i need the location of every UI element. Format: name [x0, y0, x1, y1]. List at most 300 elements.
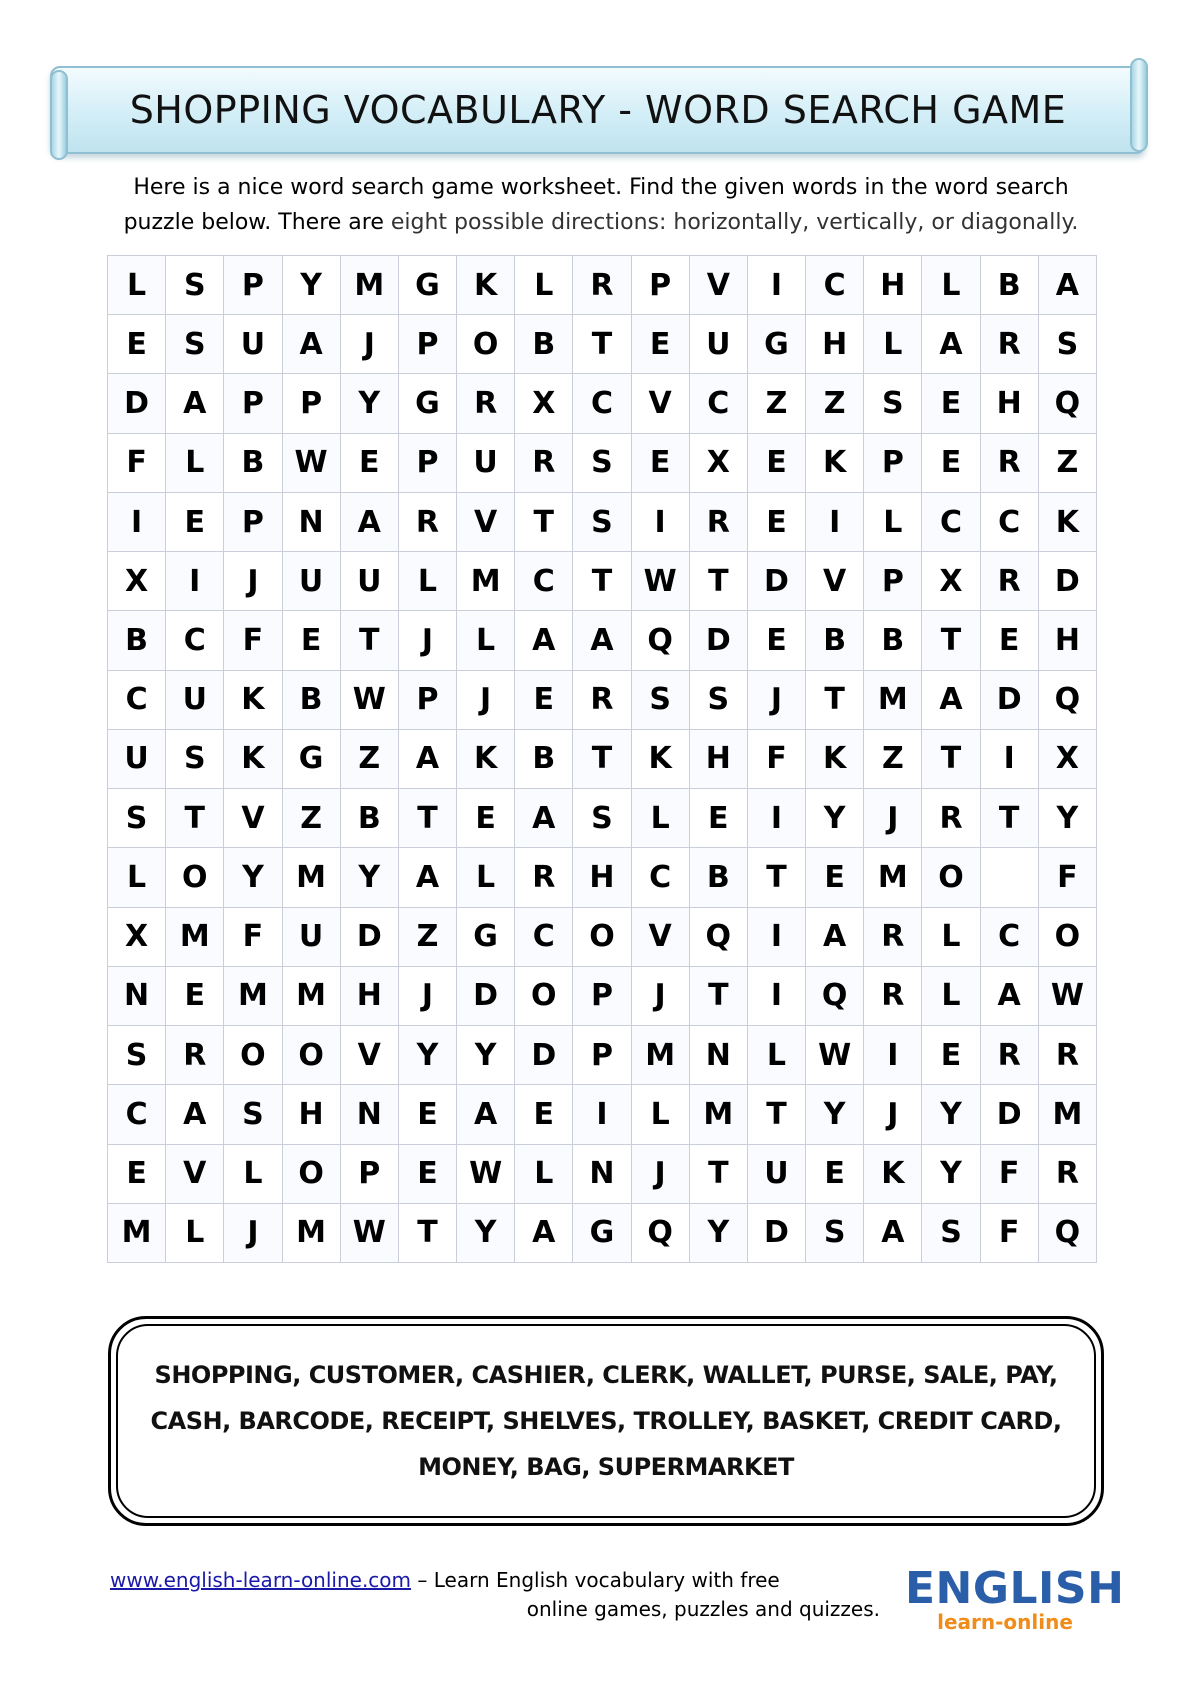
grid-cell[interactable]: S — [806, 1203, 864, 1262]
grid-cell[interactable]: E — [457, 789, 515, 848]
grid-cell[interactable]: Y — [922, 1085, 980, 1144]
grid-cell[interactable]: D — [980, 1085, 1038, 1144]
grid-cell[interactable]: E — [747, 611, 805, 670]
grid-cell[interactable]: S — [922, 1203, 980, 1262]
grid-cell[interactable]: P — [573, 966, 631, 1025]
grid-cell[interactable]: E — [689, 789, 747, 848]
grid-cell[interactable]: P — [864, 433, 922, 492]
grid-cell[interactable]: S — [108, 1026, 166, 1085]
grid-cell[interactable]: T — [806, 670, 864, 729]
grid-cell[interactable]: R — [689, 492, 747, 551]
grid-cell[interactable]: L — [166, 433, 224, 492]
grid-cell[interactable]: L — [747, 1026, 805, 1085]
grid-cell[interactable]: J — [457, 670, 515, 729]
grid-cell[interactable]: K — [1038, 492, 1096, 551]
grid-row — [108, 1085, 1097, 1144]
grid-cell[interactable]: K — [457, 729, 515, 788]
grid-cell[interactable]: A — [340, 492, 398, 551]
grid-cell[interactable]: I — [573, 1085, 631, 1144]
grid-cell[interactable]: N — [689, 1026, 747, 1085]
grid-cell[interactable]: G — [457, 907, 515, 966]
grid-row — [108, 315, 1097, 374]
grid-cell[interactable]: Z — [282, 789, 340, 848]
grid-cell[interactable]: R — [922, 789, 980, 848]
grid-cell[interactable]: M — [282, 848, 340, 907]
grid-cell[interactable]: S — [573, 433, 631, 492]
grid-cell[interactable]: S — [1038, 315, 1096, 374]
grid-cell[interactable]: F — [747, 729, 805, 788]
grid-cell[interactable]: R — [398, 492, 456, 551]
grid-cell[interactable]: K — [224, 729, 282, 788]
grid-cell[interactable]: P — [224, 492, 282, 551]
grid-cell[interactable]: C — [573, 374, 631, 433]
grid-cell[interactable]: R — [980, 552, 1038, 611]
grid-cell[interactable]: Q — [631, 1203, 689, 1262]
grid-cell[interactable]: O — [922, 848, 980, 907]
grid-cell[interactable]: U — [689, 315, 747, 374]
grid-cell[interactable]: L — [515, 256, 573, 315]
grid-cell[interactable]: M — [340, 256, 398, 315]
grid-cell[interactable]: B — [282, 670, 340, 729]
grid-cell[interactable]: H — [980, 374, 1038, 433]
grid-cell[interactable]: R — [573, 670, 631, 729]
grid-cell[interactable]: G — [398, 374, 456, 433]
grid-cell[interactable]: K — [224, 670, 282, 729]
grid-cell[interactable]: L — [864, 492, 922, 551]
grid-cell[interactable]: M — [1038, 1085, 1096, 1144]
grid-cell[interactable]: D — [689, 611, 747, 670]
grid-cell[interactable]: I — [631, 492, 689, 551]
grid-cell[interactable]: I — [108, 492, 166, 551]
grid-cell[interactable]: A — [922, 670, 980, 729]
grid-cell[interactable]: A — [398, 729, 456, 788]
grid-cell[interactable]: Y — [1038, 789, 1096, 848]
grid-cell[interactable]: A — [515, 611, 573, 670]
grid-cell[interactable]: J — [747, 670, 805, 729]
grid-cell[interactable]: M — [689, 1085, 747, 1144]
grid-cell[interactable]: V — [631, 907, 689, 966]
grid-cell[interactable]: E — [340, 433, 398, 492]
grid-cell[interactable]: G — [282, 729, 340, 788]
grid-cell[interactable]: Q — [1038, 374, 1096, 433]
grid-cell[interactable]: J — [398, 966, 456, 1025]
grid-cell[interactable]: T — [922, 729, 980, 788]
grid-cell[interactable]: T — [515, 492, 573, 551]
grid-cell[interactable]: R — [515, 848, 573, 907]
grid-cell[interactable]: P — [573, 1026, 631, 1085]
grid-cell[interactable]: D — [747, 552, 805, 611]
grid-cell[interactable]: B — [108, 611, 166, 670]
grid-cell[interactable]: Y — [922, 1144, 980, 1203]
grid-cell[interactable]: D — [457, 966, 515, 1025]
grid-cell[interactable]: T — [747, 1085, 805, 1144]
grid-cell[interactable]: Y — [340, 374, 398, 433]
grid-cell[interactable]: U — [282, 907, 340, 966]
grid-cell[interactable]: E — [515, 1085, 573, 1144]
grid-cell[interactable]: L — [108, 256, 166, 315]
grid-cell[interactable]: C — [806, 256, 864, 315]
grid-cell[interactable]: E — [282, 611, 340, 670]
grid-cell[interactable]: U — [282, 552, 340, 611]
grid-cell[interactable]: M — [224, 966, 282, 1025]
grid-cell[interactable]: L — [631, 1085, 689, 1144]
grid-cell[interactable]: X — [515, 374, 573, 433]
grid-cell[interactable]: B — [980, 256, 1038, 315]
grid-cell[interactable]: M — [108, 1203, 166, 1262]
grid-cell[interactable]: V — [631, 374, 689, 433]
grid-cell[interactable]: X — [689, 433, 747, 492]
grid-cell[interactable]: R — [1038, 1026, 1096, 1085]
grid-cell[interactable]: Y — [806, 789, 864, 848]
grid-cell[interactable]: L — [457, 611, 515, 670]
grid-cell[interactable]: D — [340, 907, 398, 966]
grid-cell[interactable]: C — [166, 611, 224, 670]
grid-cell[interactable]: P — [224, 256, 282, 315]
grid-cell[interactable]: A — [806, 907, 864, 966]
grid-cell[interactable]: P — [398, 315, 456, 374]
grid-cell[interactable]: Z — [398, 907, 456, 966]
grid-cell[interactable]: J — [224, 1203, 282, 1262]
grid-cell[interactable]: F — [224, 611, 282, 670]
grid-row — [108, 1026, 1097, 1085]
grid-cell[interactable]: K — [457, 256, 515, 315]
grid-cell[interactable]: W — [340, 1203, 398, 1262]
grid-cell[interactable]: Y — [806, 1085, 864, 1144]
grid-cell[interactable]: I — [806, 492, 864, 551]
grid-cell[interactable]: A — [457, 1085, 515, 1144]
grid-cell[interactable]: A — [864, 1203, 922, 1262]
grid-cell[interactable]: Q — [689, 907, 747, 966]
grid-cell[interactable]: P — [864, 552, 922, 611]
grid-cell[interactable]: Y — [457, 1203, 515, 1262]
grid-cell[interactable]: L — [922, 256, 980, 315]
grid-cell[interactable]: R — [1038, 1144, 1096, 1203]
grid-cell[interactable]: I — [864, 1026, 922, 1085]
grid-cell[interactable]: I — [166, 552, 224, 611]
grid-cell[interactable]: D — [1038, 552, 1096, 611]
grid-cell[interactable]: E — [108, 1144, 166, 1203]
grid-cell[interactable]: W — [631, 552, 689, 611]
grid-cell[interactable]: I — [980, 729, 1038, 788]
grid-cell[interactable]: H — [340, 966, 398, 1025]
grid-cell[interactable]: T — [922, 611, 980, 670]
grid-cell[interactable]: T — [573, 552, 631, 611]
grid-cell[interactable]: W — [1038, 966, 1096, 1025]
grid-cell[interactable]: O — [166, 848, 224, 907]
grid-cell[interactable]: E — [747, 433, 805, 492]
grid-cell[interactable]: J — [864, 1085, 922, 1144]
grid-cell[interactable]: E — [980, 611, 1038, 670]
grid-cell[interactable]: S — [108, 789, 166, 848]
grid-cell[interactable]: M — [166, 907, 224, 966]
grid-cell[interactable]: Q — [806, 966, 864, 1025]
grid-cell[interactable]: L — [457, 848, 515, 907]
grid-cell[interactable]: H — [689, 729, 747, 788]
grid-cell[interactable]: O — [282, 1144, 340, 1203]
grid-cell[interactable]: G — [573, 1203, 631, 1262]
grid-cell[interactable]: N — [340, 1085, 398, 1144]
grid-cell[interactable]: T — [573, 729, 631, 788]
grid-cell[interactable]: T — [166, 789, 224, 848]
grid-cell[interactable]: E — [806, 848, 864, 907]
grid-cell[interactable]: N — [573, 1144, 631, 1203]
grid-cell[interactable]: H — [864, 256, 922, 315]
grid-cell[interactable]: T — [398, 1203, 456, 1262]
grid-cell[interactable]: A — [922, 315, 980, 374]
grid-cell[interactable]: R — [166, 1026, 224, 1085]
grid-cell[interactable]: A — [573, 611, 631, 670]
grid-cell[interactable]: T — [689, 552, 747, 611]
grid-cell[interactable]: R — [515, 433, 573, 492]
grid-cell[interactable]: H — [282, 1085, 340, 1144]
grid-cell[interactable]: A — [398, 848, 456, 907]
grid-cell[interactable]: P — [340, 1144, 398, 1203]
grid-cell[interactable]: A — [980, 966, 1038, 1025]
grid-cell[interactable]: Y — [340, 848, 398, 907]
grid-cell[interactable]: O — [573, 907, 631, 966]
grid-cell[interactable]: Y — [282, 256, 340, 315]
grid-cell[interactable]: W — [282, 433, 340, 492]
grid-cell[interactable]: M — [864, 848, 922, 907]
grid-cell[interactable]: Q — [1038, 670, 1096, 729]
grid-cell[interactable]: J — [398, 611, 456, 670]
grid-cell[interactable]: C — [108, 1085, 166, 1144]
grid-cell[interactable]: S — [224, 1085, 282, 1144]
grid-cell[interactable]: S — [864, 374, 922, 433]
grid-cell[interactable]: W — [457, 1144, 515, 1203]
grid-cell[interactable]: I — [747, 789, 805, 848]
grid-cell[interactable]: P — [631, 256, 689, 315]
grid-cell[interactable]: K — [806, 433, 864, 492]
instructions-line-2-start: puzzle below. There are — [123, 210, 391, 235]
grid-cell[interactable]: M — [457, 552, 515, 611]
grid-row — [108, 729, 1097, 788]
grid-cell[interactable]: O — [457, 315, 515, 374]
website-link[interactable]: www.english-learn-online.com — [110, 1568, 412, 1592]
grid-cell[interactable]: M — [631, 1026, 689, 1085]
grid-cell[interactable]: R — [980, 315, 1038, 374]
grid-cell[interactable]: V — [806, 552, 864, 611]
grid-cell[interactable]: E — [922, 1026, 980, 1085]
grid-cell[interactable]: Z — [340, 729, 398, 788]
grid-cell[interactable]: O — [224, 1026, 282, 1085]
grid-cell[interactable]: C — [689, 374, 747, 433]
grid-cell[interactable]: C — [980, 907, 1038, 966]
grid-cell[interactable]: L — [922, 966, 980, 1025]
grid-cell[interactable]: E — [515, 670, 573, 729]
grid-cell[interactable]: E — [631, 433, 689, 492]
grid-cell[interactable]: E — [806, 1144, 864, 1203]
grid-cell[interactable]: U — [747, 1144, 805, 1203]
grid-cell[interactable]: C — [980, 492, 1038, 551]
grid-cell[interactable]: X — [108, 552, 166, 611]
grid-cell[interactable]: T — [689, 1144, 747, 1203]
grid-cell[interactable]: E — [108, 315, 166, 374]
grid-cell[interactable]: A — [166, 1085, 224, 1144]
grid-cell[interactable]: R — [980, 1026, 1038, 1085]
grid-cell[interactable]: S — [631, 670, 689, 729]
grid-cell[interactable]: S — [573, 789, 631, 848]
grid-cell[interactable]: E — [166, 492, 224, 551]
grid-cell[interactable]: I — [747, 966, 805, 1025]
grid-cell[interactable]: R — [573, 256, 631, 315]
grid-cell[interactable]: H — [573, 848, 631, 907]
grid-cell[interactable]: E — [747, 492, 805, 551]
grid-cell[interactable]: O — [282, 1026, 340, 1085]
grid-cell[interactable]: V — [689, 256, 747, 315]
grid-cell[interactable]: B — [515, 315, 573, 374]
grid-cell[interactable]: H — [806, 315, 864, 374]
grid-cell[interactable]: G — [398, 256, 456, 315]
grid-cell[interactable]: Y — [224, 848, 282, 907]
grid-cell[interactable]: S — [166, 315, 224, 374]
grid-cell[interactable]: L — [398, 552, 456, 611]
grid-cell[interactable]: J — [340, 315, 398, 374]
grid-cell[interactable]: R — [864, 907, 922, 966]
grid-cell[interactable]: Z — [806, 374, 864, 433]
grid-cell[interactable]: O — [1038, 907, 1096, 966]
grid-cell[interactable]: V — [340, 1026, 398, 1085]
grid-cell[interactable]: Y — [689, 1203, 747, 1262]
grid-cell[interactable]: X — [108, 907, 166, 966]
grid-cell[interactable]: W — [340, 670, 398, 729]
grid-cell[interactable]: V — [224, 789, 282, 848]
grid-cell[interactable]: C — [108, 670, 166, 729]
grid-cell[interactable]: T — [573, 315, 631, 374]
grid-cell[interactable]: S — [573, 492, 631, 551]
grid-cell[interactable]: R — [457, 374, 515, 433]
grid-cell[interactable]: G — [747, 315, 805, 374]
grid-cell[interactable]: T — [340, 611, 398, 670]
grid-cell[interactable]: T — [747, 848, 805, 907]
grid-cell[interactable]: Y — [398, 1026, 456, 1085]
grid-cell[interactable]: T — [689, 966, 747, 1025]
grid-cell[interactable]: U — [340, 552, 398, 611]
grid-cell[interactable]: K — [631, 729, 689, 788]
grid-cell[interactable]: U — [457, 433, 515, 492]
grid-cell[interactable]: L — [166, 1203, 224, 1262]
grid-cell[interactable]: M — [282, 966, 340, 1025]
grid-cell[interactable]: J — [631, 1144, 689, 1203]
grid-cell[interactable]: L — [922, 907, 980, 966]
grid-cell[interactable]: V — [457, 492, 515, 551]
grid-cell[interactable]: F — [108, 433, 166, 492]
grid-cell[interactable]: U — [108, 729, 166, 788]
grid-cell[interactable]: K — [806, 729, 864, 788]
grid-cell[interactable]: W — [806, 1026, 864, 1085]
grid-cell[interactable]: Z — [864, 729, 922, 788]
grid-cell[interactable]: N — [108, 966, 166, 1025]
grid-cell[interactable]: S — [689, 670, 747, 729]
grid-cell[interactable]: E — [166, 966, 224, 1025]
grid-cell[interactable]: P — [398, 433, 456, 492]
grid-cell[interactable]: D — [980, 670, 1038, 729]
grid-cell[interactable]: K — [864, 1144, 922, 1203]
grid-cell[interactable]: B — [515, 729, 573, 788]
grid-cell[interactable]: E — [398, 1144, 456, 1203]
grid-cell[interactable]: P — [398, 670, 456, 729]
grid-cell[interactable]: L — [224, 1144, 282, 1203]
grid-cell[interactable]: J — [631, 966, 689, 1025]
grid-cell[interactable]: S — [166, 729, 224, 788]
grid-cell[interactable]: J — [224, 552, 282, 611]
grid-cell[interactable]: P — [224, 374, 282, 433]
grid-cell[interactable]: D — [515, 1026, 573, 1085]
grid-cell[interactable]: U — [166, 670, 224, 729]
grid-cell[interactable]: Q — [1038, 1203, 1096, 1262]
grid-cell[interactable]: E — [922, 433, 980, 492]
grid-cell[interactable]: S — [166, 256, 224, 315]
grid-cell[interactable]: A — [282, 315, 340, 374]
grid-cell[interactable]: B — [689, 848, 747, 907]
grid-cell[interactable]: L — [631, 789, 689, 848]
grid-cell[interactable]: E — [398, 1085, 456, 1144]
grid-cell[interactable]: C — [922, 492, 980, 551]
grid-cell[interactable]: B — [864, 611, 922, 670]
grid-cell[interactable]: L — [864, 315, 922, 374]
footer-tagline-line-2: online games, puzzles and quizzes. — [526, 1597, 880, 1621]
grid-cell[interactable]: Z — [747, 374, 805, 433]
grid-cell[interactable]: M — [864, 670, 922, 729]
grid-row — [108, 966, 1097, 1025]
grid-cell[interactable]: X — [922, 552, 980, 611]
grid-cell[interactable]: D — [108, 374, 166, 433]
grid-cell[interactable]: L — [108, 848, 166, 907]
grid-cell[interactable]: C — [515, 907, 573, 966]
grid-cell[interactable]: R — [864, 966, 922, 1025]
grid-cell[interactable]: B — [806, 611, 864, 670]
grid-cell[interactable]: L — [515, 1144, 573, 1203]
grid-cell[interactable]: X — [1038, 729, 1096, 788]
grid-cell[interactable]: M — [282, 1203, 340, 1262]
grid-cell[interactable]: A — [1038, 256, 1096, 315]
grid-cell[interactable]: P — [282, 374, 340, 433]
grid-cell[interactable]: Q — [631, 611, 689, 670]
grid-cell[interactable]: U — [224, 315, 282, 374]
grid-cell[interactable]: F — [1038, 848, 1096, 907]
grid-cell[interactable]: F — [980, 1144, 1038, 1203]
grid-cell[interactable]: I — [747, 907, 805, 966]
grid-cell[interactable]: H — [1038, 611, 1096, 670]
grid-cell[interactable]: J — [864, 789, 922, 848]
grid-cell[interactable]: D — [747, 1203, 805, 1262]
footer — [110, 1566, 880, 1624]
grid-cell[interactable]: Z — [1038, 433, 1096, 492]
footer-tagline-line-1: – Learn English vocabulary with free — [411, 1568, 780, 1592]
grid-cell[interactable]: T — [980, 789, 1038, 848]
grid-cell[interactable]: T — [398, 789, 456, 848]
grid-cell[interactable]: O — [515, 966, 573, 1025]
grid-cell[interactable]: A — [166, 374, 224, 433]
grid-cell[interactable]: C — [631, 848, 689, 907]
grid-cell[interactable]: N — [282, 492, 340, 551]
grid-cell[interactable]: I — [747, 256, 805, 315]
grid-cell[interactable]: V — [166, 1144, 224, 1203]
grid-cell[interactable]: F — [224, 907, 282, 966]
grid-cell[interactable]: R — [980, 433, 1038, 492]
grid-row — [108, 789, 1097, 848]
grid-cell[interactable]: C — [515, 552, 573, 611]
grid-cell[interactable]: E — [922, 374, 980, 433]
grid-cell[interactable]: B — [340, 789, 398, 848]
grid-cell[interactable]: F — [980, 1203, 1038, 1262]
grid-cell[interactable] — [980, 848, 1038, 907]
grid-cell[interactable]: Y — [457, 1026, 515, 1085]
grid-cell[interactable]: A — [515, 1203, 573, 1262]
grid-cell[interactable]: B — [224, 433, 282, 492]
grid-cell[interactable]: A — [515, 789, 573, 848]
grid-cell[interactable]: E — [631, 315, 689, 374]
